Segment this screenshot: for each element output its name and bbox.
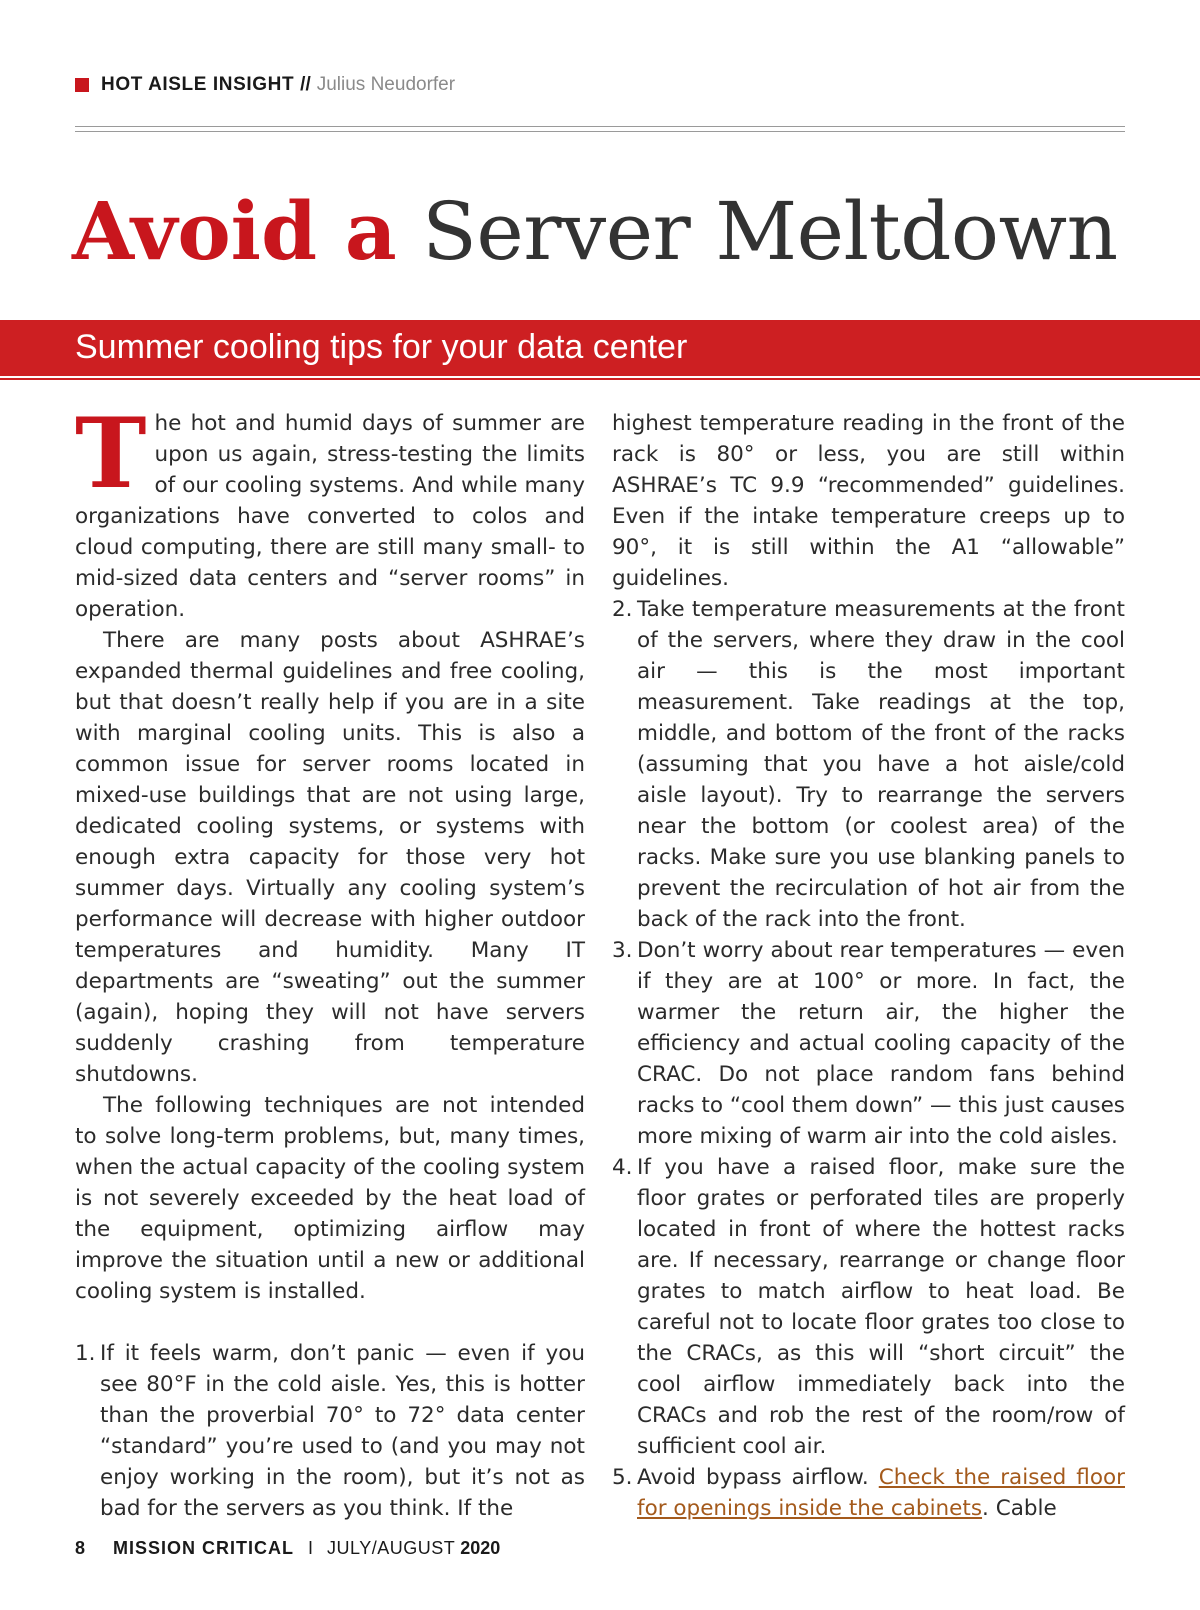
list-number: 1. <box>75 1341 96 1366</box>
column-left <box>75 397 585 1524</box>
drop-cap: T <box>75 397 147 510</box>
banner-underline <box>0 378 1200 380</box>
list-item-text: Take temperature measurements at the front of the servers, where they draw in the cool air — this is the most important measurement. Take readings at the top, middle, and bottom of the front of the racks (assuming that you have a hot aisle/cold aisle layout). Try to rearrange the servers near the bottom (or coolest area) of the racks. Make sure you use blanking panels to prevent the recirculation of hot air from the back of the rack into the front. <box>637 597 1125 932</box>
column-right <box>612 408 1125 1524</box>
page-number: 8 <box>75 1538 86 1558</box>
list-item-text <box>637 1462 1125 1524</box>
article-subtitle: Summer cooling tips for your data center <box>75 328 688 366</box>
section-header <box>75 72 455 98</box>
title-rest: Server Meltdown <box>422 185 1118 278</box>
subtitle-banner <box>0 320 1200 376</box>
title-lead: Avoid a <box>72 184 397 278</box>
list-item-text: Don’t worry about rear temperatures — even if they are at 100° or more. In fact, the warmer the return air, the higher the efficiency and actual cooling capacity of the CRAC. Do not place random fans behind racks to “cool them down” — this just causes more mixing of warm air into the cold aisles. <box>637 938 1125 1149</box>
list-item-text: If it feels warm, don’t panic — even if you see 80°F in the cold aisle. Yes, this is hotter than the proverbial 70° to 72° data center “standard” you’re used to (and you may not enjoy working in the room), but it’s not as bad for the servers as you think. If the <box>100 1341 585 1521</box>
list-item <box>612 1462 1125 1524</box>
page-footer <box>75 1538 500 1559</box>
list-number: 5. <box>612 1465 633 1490</box>
magazine-name: MISSION CRITICAL <box>113 1538 295 1558</box>
issue-year: 2020 <box>460 1538 501 1558</box>
author-name: Julius Neudorfer <box>316 74 456 95</box>
intro-paragraph <box>75 397 585 625</box>
list-item <box>75 1338 585 1524</box>
list-item <box>612 1152 1125 1462</box>
list-number: 2. <box>612 597 633 622</box>
header-rule-top <box>75 126 1125 127</box>
section-label: HOT AISLE INSIGHT <box>101 74 295 95</box>
intro-text: he hot and humid days of summer are upon us again, stress-testing the limits of our cooling systems. And while many organizations have converted to colos and cloud computing, there are still many small- to mid-sized data centers and “server rooms” in operation. <box>75 411 585 622</box>
body-paragraph: The following techniques are not intended to solve long-term problems, but, many times, when the actual capacity of the cooling system is not severely exceeded by the heat load of the equipment, optimizing airflow may improve the situation until a new or additional cooling system is installed. <box>75 1093 585 1304</box>
issue-label: JULY/AUGUST <box>327 1538 456 1558</box>
list-item <box>612 935 1125 1152</box>
paragraph-gap <box>75 1307 585 1338</box>
list-number: 4. <box>612 1155 633 1180</box>
list-item-text-tail: . Cable <box>982 1496 1057 1521</box>
body-paragraph: There are many posts about ASHRAE’s expanded thermal guidelines and free cooling, but that doesn’t really help if you are in a site with marginal cooling units. This is also a common issue for server rooms located in mixed-use buildings that are not using large, dedicated cooling systems, or systems with enough extra capacity for those very hot summer days. Virtually any cooling system’s performance will decrease with higher outdoor temperatures and humidity. Many IT departments are “sweating” out the summer (again), hoping they will not have servers suddenly crashing from temperature shutdowns. <box>75 628 585 1087</box>
section-marker-square <box>75 78 89 92</box>
footer-divider: I <box>308 1538 314 1558</box>
article-title <box>72 185 1182 278</box>
list-item-text: If you have a raised floor, make sure the floor grates or perforated tiles are properly located in front of where the hottest racks are. If necessary, rearrange or change floor grates to match airflow to heat load. Be careful not to locate floor grates too close to the CRACs, as this will “short circuit” the cool airflow immediately back into the CRACs and rob the rest of the room/row of sufficient cool air. <box>637 1155 1125 1459</box>
list-number: 3. <box>612 938 633 963</box>
header-separator: // <box>300 74 311 95</box>
raised-floor-link[interactable]: Check the raised floor for openings inside the cabinets <box>637 1465 1125 1521</box>
list-item-text-lead: Avoid bypass airflow. <box>637 1465 879 1490</box>
list-item <box>612 594 1125 935</box>
header-rule-bottom <box>75 131 1125 132</box>
list-item-continuation: highest temperature reading in the front of the rack is 80° or less, you are still within ASHRAE’s TC 9.9 “recommended” guidelines. Even if the intake temperature creeps up to 90°, it is still within the A1 “allowable” guidelines. <box>612 411 1125 591</box>
